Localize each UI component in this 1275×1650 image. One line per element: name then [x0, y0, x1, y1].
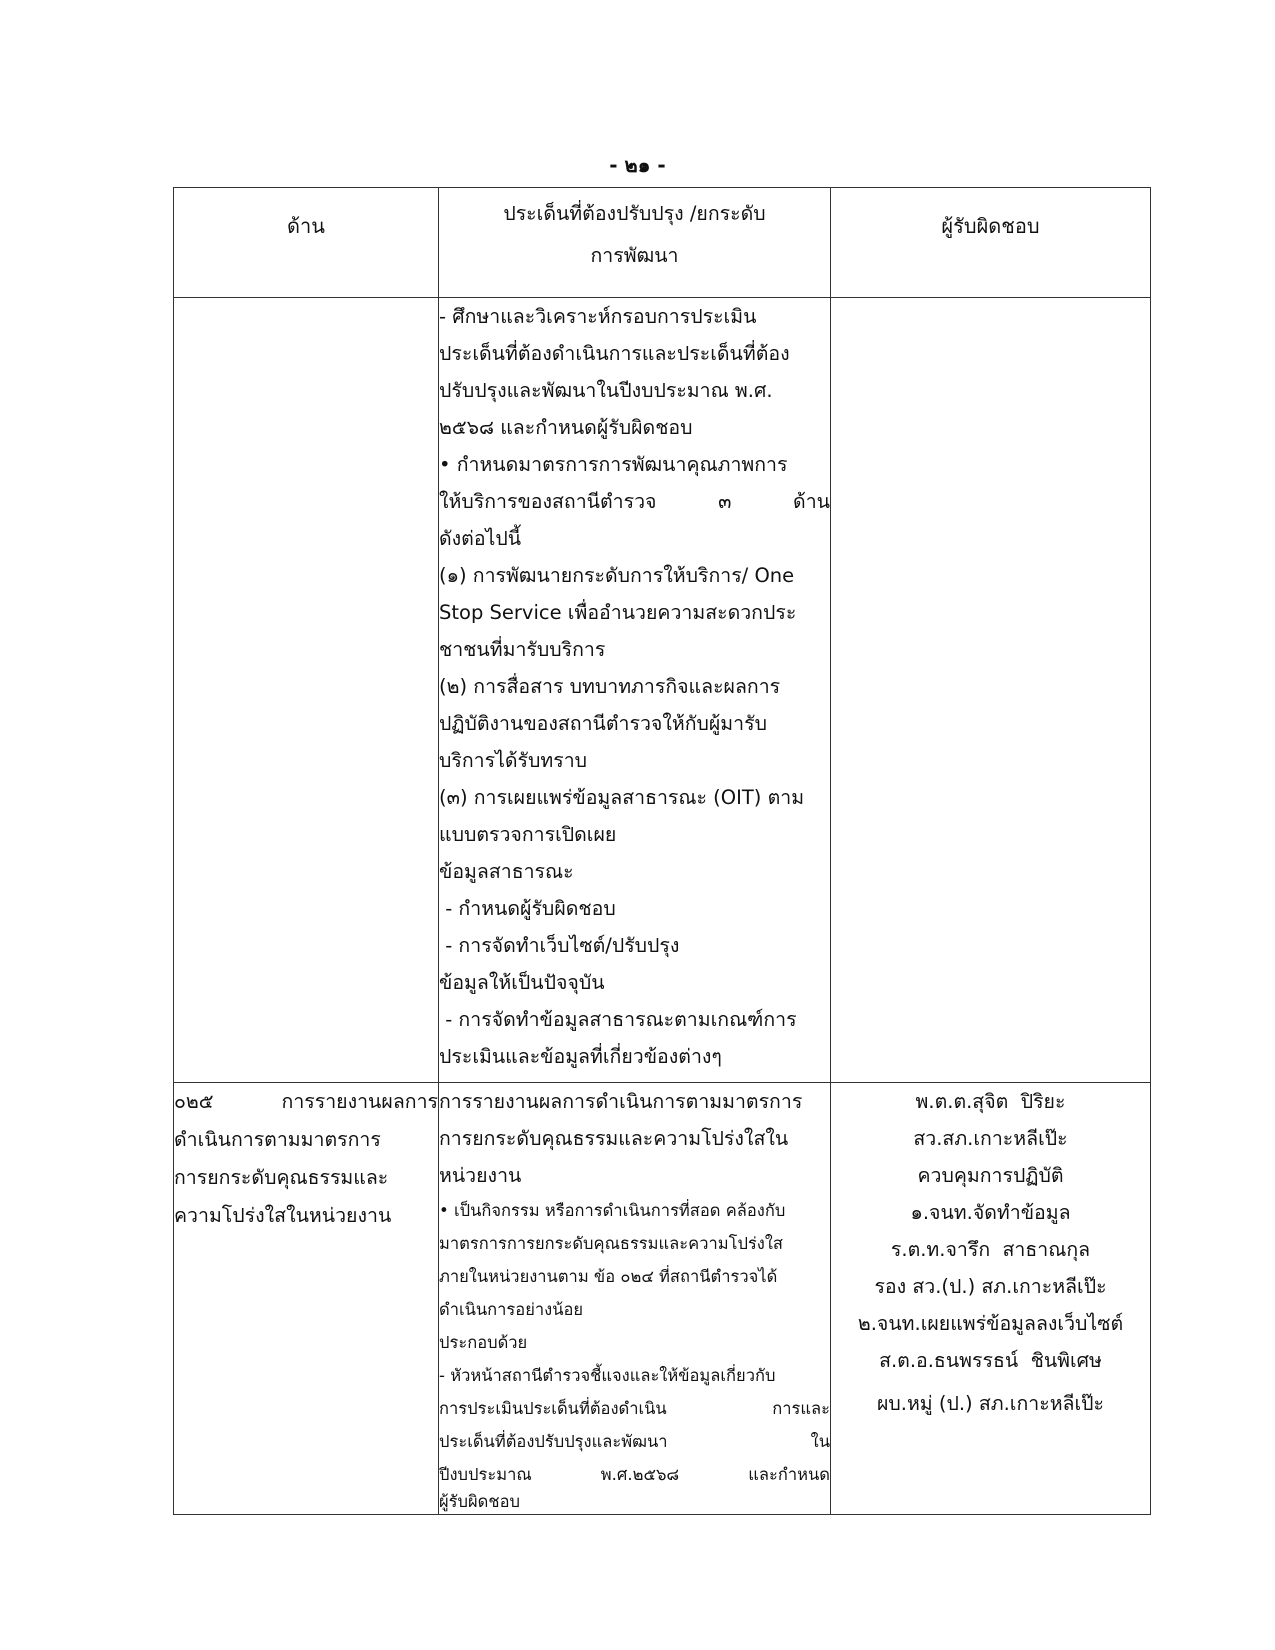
- header-issues-line1: ประเด็นที่ต้องปรับปรุง /ยกระดับ: [503, 202, 766, 225]
- table-row: [174, 1083, 1151, 1515]
- text-line: รอง สว.(ป.) สภ.เกาะหลีเป๊ะ: [874, 1275, 1107, 1298]
- text-line: Stop Service เพื่ออำนวยความสะดวกประ: [439, 601, 797, 624]
- page-number: - ๒๑ -: [609, 153, 666, 177]
- text-line: ผู้รับผิดชอบ: [439, 1492, 520, 1511]
- text-line: ปรับปรุงและพัฒนาในปีงบประมาณ พ.ศ.: [439, 379, 773, 402]
- text-line: ประกอบด้วย: [439, 1333, 528, 1352]
- text-line: - หัวหน้าสถานีตำรวจชี้แจงและให้ข้อมูลเกี่ยวกับ: [439, 1366, 776, 1385]
- header-issues-line2: การพัฒนา: [590, 244, 679, 267]
- text-line: ผบ.หมู่ (ป.) สภ.เกาะหลีเป๊ะ: [876, 1392, 1105, 1415]
- text-line: การรายงานผลการดำเนินการตามมาตรการ: [439, 1090, 803, 1113]
- text-line: หน่วยงาน: [439, 1164, 522, 1187]
- text-line: ปีงบประมาณ พ.ศ.๒๕๖๘ และกำหนด: [439, 1465, 830, 1484]
- row2-aspect-cell: [174, 1083, 439, 1515]
- text-line: พ.ต.ต.สุจิต ปิริยะ: [915, 1090, 1066, 1113]
- text-line: - ศึกษาและวิเคราะห์กรอบการประเมิน: [439, 305, 757, 328]
- table-row: [174, 298, 1151, 1083]
- row2-issues-cell: [439, 1083, 831, 1515]
- text-line: ควบคุมการปฏิบัติ: [917, 1164, 1064, 1187]
- text-line: ร.ต.ท.จารึก สาธาณกุล: [890, 1238, 1091, 1261]
- text-line: มาตรการการยกระดับคุณธรรมและความโปร่งใส: [439, 1234, 783, 1253]
- text-line: ความโปร่งใสในหน่วยงาน: [174, 1204, 392, 1227]
- header-issues: [439, 188, 831, 298]
- text-line: • เป็นกิจกรรม หรือการดำเนินการที่สอด คล้องกับ: [439, 1201, 786, 1220]
- text-line: ดังต่อไปนี้: [439, 527, 522, 550]
- text-line: ข้อมูลสาธารณะ: [439, 860, 574, 883]
- text-line: สว.สภ.เกาะหลีเป๊ะ: [913, 1127, 1068, 1150]
- row1-aspect-cell: [174, 298, 439, 1083]
- text-line: ให้บริการของสถานีตำรวจ ๓ ด้าน: [439, 490, 830, 513]
- text-line: ดำเนินการตามมาตรการ: [174, 1128, 381, 1151]
- text-line: ๐๒๕ การรายงานผลการ: [174, 1090, 438, 1113]
- text-line: ชาชนที่มารับบริการ: [439, 638, 606, 661]
- text-line: ๒.จนท.เผยแพร่ข้อมูลลงเว็บไซต์: [857, 1312, 1124, 1335]
- text-line: (๑) การพัฒนายกระดับการให้บริการ/ One: [439, 564, 795, 587]
- header-responsible: ผู้รับผิดชอบ: [831, 188, 1151, 298]
- text-line: ประเด็นที่ต้องปรับปรุงและพัฒนา ใน: [439, 1432, 830, 1451]
- responsibility-table: [173, 187, 1151, 1515]
- text-line: การยกระดับคุณธรรมและความโปร่งใสใน: [439, 1127, 789, 1150]
- table-header-row: [174, 188, 1151, 298]
- text-line: ๒๕๖๘ และกำหนดผู้รับผิดชอบ: [439, 416, 693, 439]
- text-line: ภายในหน่วยงานตาม ข้อ ๐๒๔ ที่สถานีตำรวจได้: [439, 1267, 778, 1286]
- text-line: บริการได้รับทราบ: [439, 749, 588, 772]
- row1-responsible-cell: [831, 298, 1151, 1083]
- text-line: (๓) การเผยแพร่ข้อมูลสาธารณะ (OIT) ตาม: [439, 786, 805, 809]
- text-line: ประเมินและข้อมูลที่เกี่ยวข้องต่างๆ: [439, 1045, 722, 1068]
- text-line: • กำหนดมาตรการการพัฒนาคุณภาพการ: [439, 453, 788, 476]
- text-line: ๑.จนท.จัดทำข้อมูล: [910, 1201, 1071, 1224]
- text-line: (๒) การสื่อสาร บทบาทภารกิจและผลการ: [439, 675, 781, 698]
- text-line: - การจัดทำข้อมูลสาธารณะตามเกณฑ์การ: [439, 1008, 797, 1031]
- text-line: ส.ต.อ.ธนพรรธน์ ชินพิเศษ: [879, 1349, 1102, 1372]
- text-line: การยกระดับคุณธรรมและ: [174, 1166, 389, 1189]
- text-line: - การจัดทำเว็บไซต์/ปรับปรุง: [439, 934, 680, 957]
- text-line: ประเด็นที่ต้องดำเนินการและประเด็นที่ต้อง: [439, 342, 790, 365]
- header-aspect: ด้าน: [174, 188, 439, 298]
- row1-issues-cell: [439, 298, 831, 1083]
- row2-responsible-cell: [831, 1083, 1151, 1515]
- text-line: ดำเนินการอย่างน้อย: [439, 1300, 584, 1319]
- text-line: การประเมินประเด็นที่ต้องดำเนิน การและ: [439, 1399, 830, 1418]
- text-line: - กำหนดผู้รับผิดชอบ: [439, 897, 616, 920]
- text-line: ปฏิบัติงานของสถานีตำรวจให้กับผู้มารับ: [439, 712, 767, 735]
- text-line: แบบตรวจการเปิดเผย: [439, 823, 617, 846]
- text-line: ข้อมูลให้เป็นปัจจุบัน: [439, 971, 605, 994]
